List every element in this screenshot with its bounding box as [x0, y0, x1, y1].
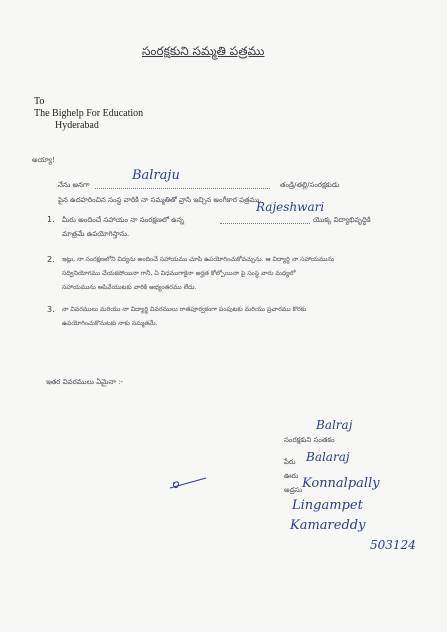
- point-1-student-handwritten: Rajeshwari: [256, 200, 325, 214]
- intro-prefix: నేను అనగా: [58, 181, 90, 189]
- intro-name-dotted-line: [95, 188, 270, 189]
- intro-name-handwritten: Balraju: [132, 168, 180, 183]
- point-1-line1-suffix: యొక్క విద్యాభివృద్ధికి: [313, 216, 371, 224]
- intro-line2: పైన ఉదహరించిన సంస్థ వారికి నా సమ్మతితో వ్రాసి ఇచ్చిన అంగీకార పత్రము.: [58, 196, 262, 204]
- point-3-number: 3.: [47, 305, 55, 314]
- name-label: పేరు: [284, 458, 296, 466]
- point-1-number: 1.: [47, 215, 55, 224]
- point-2-number: 2.: [47, 255, 55, 264]
- other-details-label: ఇతర వివరములు ఏమైనా :-: [46, 378, 123, 386]
- address-city: Hyderabad: [55, 120, 99, 131]
- guardian-signature-handwritten: Balraj: [316, 418, 353, 432]
- intro-suffix: తండ్రి/తల్లి/సంరక్షకుడు: [280, 181, 340, 189]
- address-label: అడ్రసు: [284, 486, 303, 494]
- salutation: అయ్యా!: [32, 156, 55, 164]
- point-3-line1: నా వివరములు మరియు నా విద్యార్థి వివరములు రాతపూర్వకంగా పంపుటకు మరియు ప్రచారము కొరకు: [62, 306, 307, 313]
- point-3-line2: ఉపయోగించుకొనుటకు నాకు సమ్మతమే.: [62, 320, 158, 327]
- point-2-line3: సహాయమును ఆపివేయుటకు వారికి అభ్యంతరము లేదు.: [62, 284, 197, 291]
- guardian-signature-label: సంరక్షకుని సంతకం: [284, 436, 335, 444]
- pin-handwritten: 503124: [370, 538, 416, 552]
- village-value-handwritten: Konnalpally: [302, 476, 380, 491]
- point-2-line1: ఇట్లు, నా సంరక్షణలోని విద్యను అందించే సహాయము చూపి ఉపయోగించుకోవచ్చును. ఆ విద్యార్థి నా సహాయమును: [62, 256, 335, 263]
- point-2-line2: సద్వినియోగము చేయకపోయినా గానీ, ఏ విధముగాకైనా అర్హత కోల్పోయినా పై సంస్థ వారు మధ్యలో: [62, 270, 296, 277]
- address-to: To: [34, 96, 45, 107]
- point-1-line1-prefix: మీరు అందించే సహాయం నా సంరక్షణలో ఉన్న: [62, 216, 184, 224]
- village-label: ఊరు: [284, 472, 299, 480]
- mandal-handwritten: Lingampet: [292, 498, 363, 513]
- address-org: The Bighelp For Education: [34, 108, 144, 119]
- district-handwritten: Kamareddy: [290, 518, 366, 533]
- scribble-mark: [168, 474, 208, 496]
- page-title: సంరక్షకుని సమ్మతి పత్రము: [142, 44, 265, 58]
- name-value-handwritten: Balaraj: [306, 450, 350, 464]
- point-1-dotted-line: [220, 223, 310, 224]
- point-1-line2: మాత్రమే ఉపయోగిస్తాను.: [62, 230, 130, 238]
